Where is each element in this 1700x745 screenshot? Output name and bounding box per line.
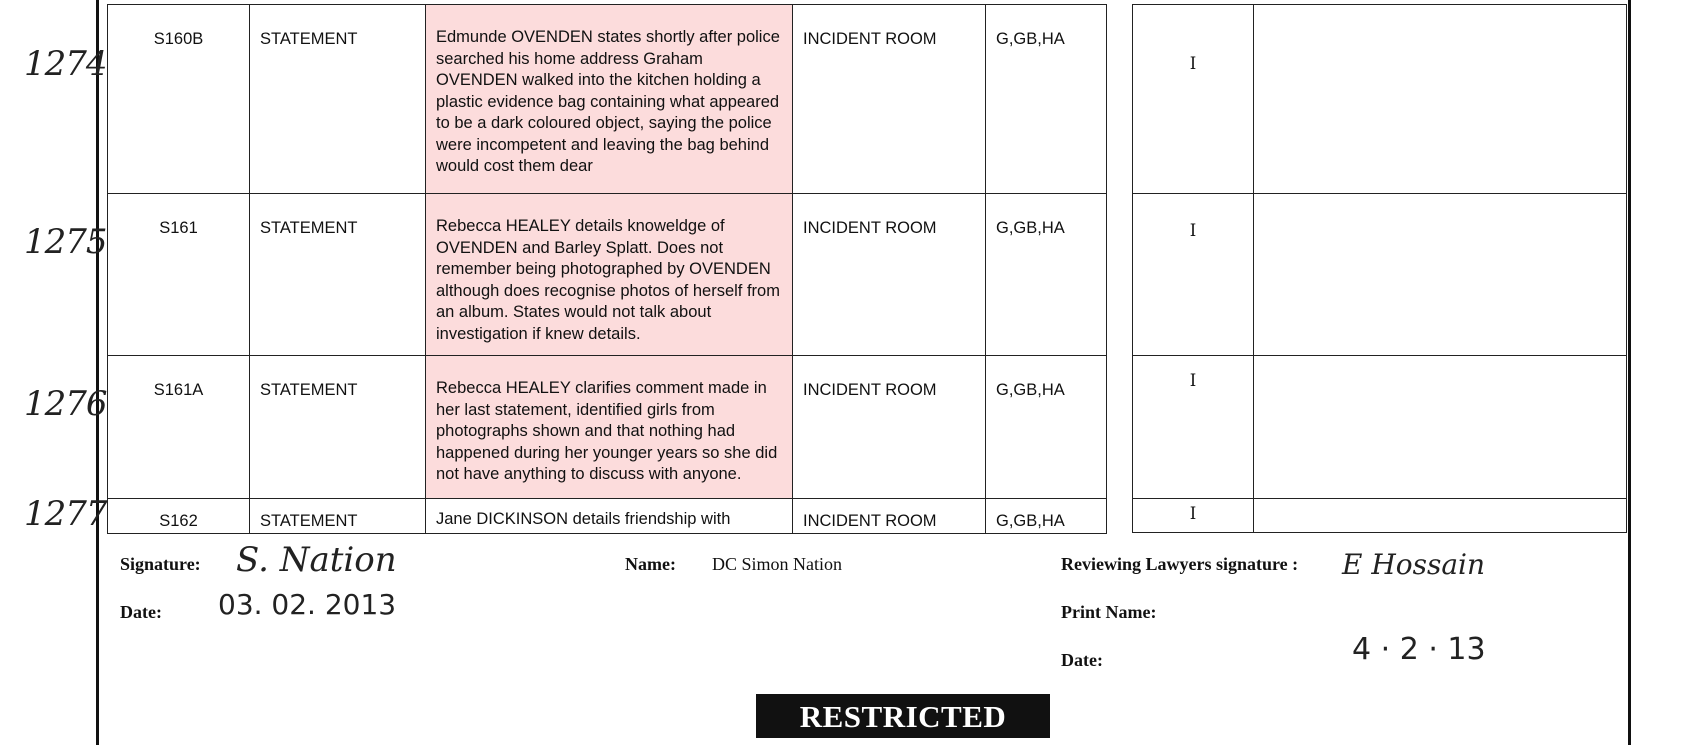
- review-mark: I: [1133, 194, 1254, 356]
- review-note: [1254, 499, 1627, 533]
- table-row: [1133, 5, 1627, 194]
- review-note: [1254, 5, 1627, 194]
- name-value: DC Simon Nation: [712, 554, 843, 574]
- name-label: Name:: [625, 554, 676, 574]
- item-ref: S161A: [108, 356, 250, 499]
- item-type: STATEMENT: [250, 356, 426, 499]
- classification-banner: RESTRICTED: [756, 694, 1050, 738]
- item-ref: S162: [108, 499, 250, 534]
- item-location: INCIDENT ROOM: [793, 499, 986, 534]
- print-name-label: Print Name:: [1061, 602, 1157, 622]
- item-description: Jane DICKINSON details friendship with: [426, 499, 793, 534]
- reviewer-date-label: Date:: [1061, 650, 1103, 670]
- row-number: 1276: [24, 384, 107, 424]
- item-codes: G,GB,HA: [986, 356, 1107, 499]
- date-label: Date:: [120, 602, 162, 622]
- table-row: [108, 5, 1107, 194]
- reviewer-signature-label: Reviewing Lawyers signature :: [1061, 554, 1299, 574]
- date-value: 03. 02. 2013: [218, 588, 397, 621]
- item-description: Edmunde OVENDEN states shortly after police searched his home address Graham OVENDEN walked into the kitchen holding a plastic evidence bag containing what appeared to be a dark coloured object, saying the police were incompetent and leaving the bag behind would cost them dear: [426, 5, 793, 194]
- reviewer-date-value: 4 · 2 · 13: [1352, 632, 1486, 667]
- row-number: 1274: [24, 44, 107, 84]
- item-codes: G,GB,HA: [986, 499, 1107, 534]
- item-ref: S161: [108, 194, 250, 356]
- row-number: 1277: [24, 494, 107, 534]
- item-type: STATEMENT: [250, 499, 426, 534]
- page-border-left: [96, 0, 99, 745]
- item-codes: G,GB,HA: [986, 194, 1107, 356]
- item-description: Rebecca HEALEY details knoweldge of OVENDEN and Barley Splatt. Does not remember being photographed by OVENDEN although does recognise photos of herself from an album. States would not talk about investigation if knew details.: [426, 194, 793, 356]
- schedule-table: [107, 4, 1107, 534]
- review-mark: I: [1133, 5, 1254, 194]
- item-location: INCIDENT ROOM: [793, 356, 986, 499]
- item-description: Rebecca HEALEY clarifies comment made in her last statement, identified girls from photographs shown and that nothing had happened during her younger years so she did not have anything to discuss with anyone.: [426, 356, 793, 499]
- review-note: [1254, 356, 1627, 499]
- table-row: [1133, 499, 1627, 533]
- item-location: INCIDENT ROOM: [793, 5, 986, 194]
- table-row: [1133, 356, 1627, 499]
- review-table: [1132, 4, 1627, 533]
- item-type: STATEMENT: [250, 5, 426, 194]
- table-row: [1133, 194, 1627, 356]
- item-ref: S160B: [108, 5, 250, 194]
- item-codes: G,GB,HA: [986, 5, 1107, 194]
- item-type: STATEMENT: [250, 194, 426, 356]
- review-note: [1254, 194, 1627, 356]
- table-row: [108, 194, 1107, 356]
- signature: S. Nation: [236, 540, 397, 580]
- review-mark: I: [1133, 499, 1254, 533]
- page-border-right: [1628, 0, 1631, 745]
- table-row: [108, 356, 1107, 499]
- reviewer-signature: E Hossain: [1342, 548, 1486, 581]
- review-mark: I: [1133, 356, 1254, 499]
- table-row: [108, 499, 1107, 534]
- row-number: 1275: [24, 222, 107, 262]
- item-location: INCIDENT ROOM: [793, 194, 986, 356]
- signature-label: Signature:: [120, 554, 201, 574]
